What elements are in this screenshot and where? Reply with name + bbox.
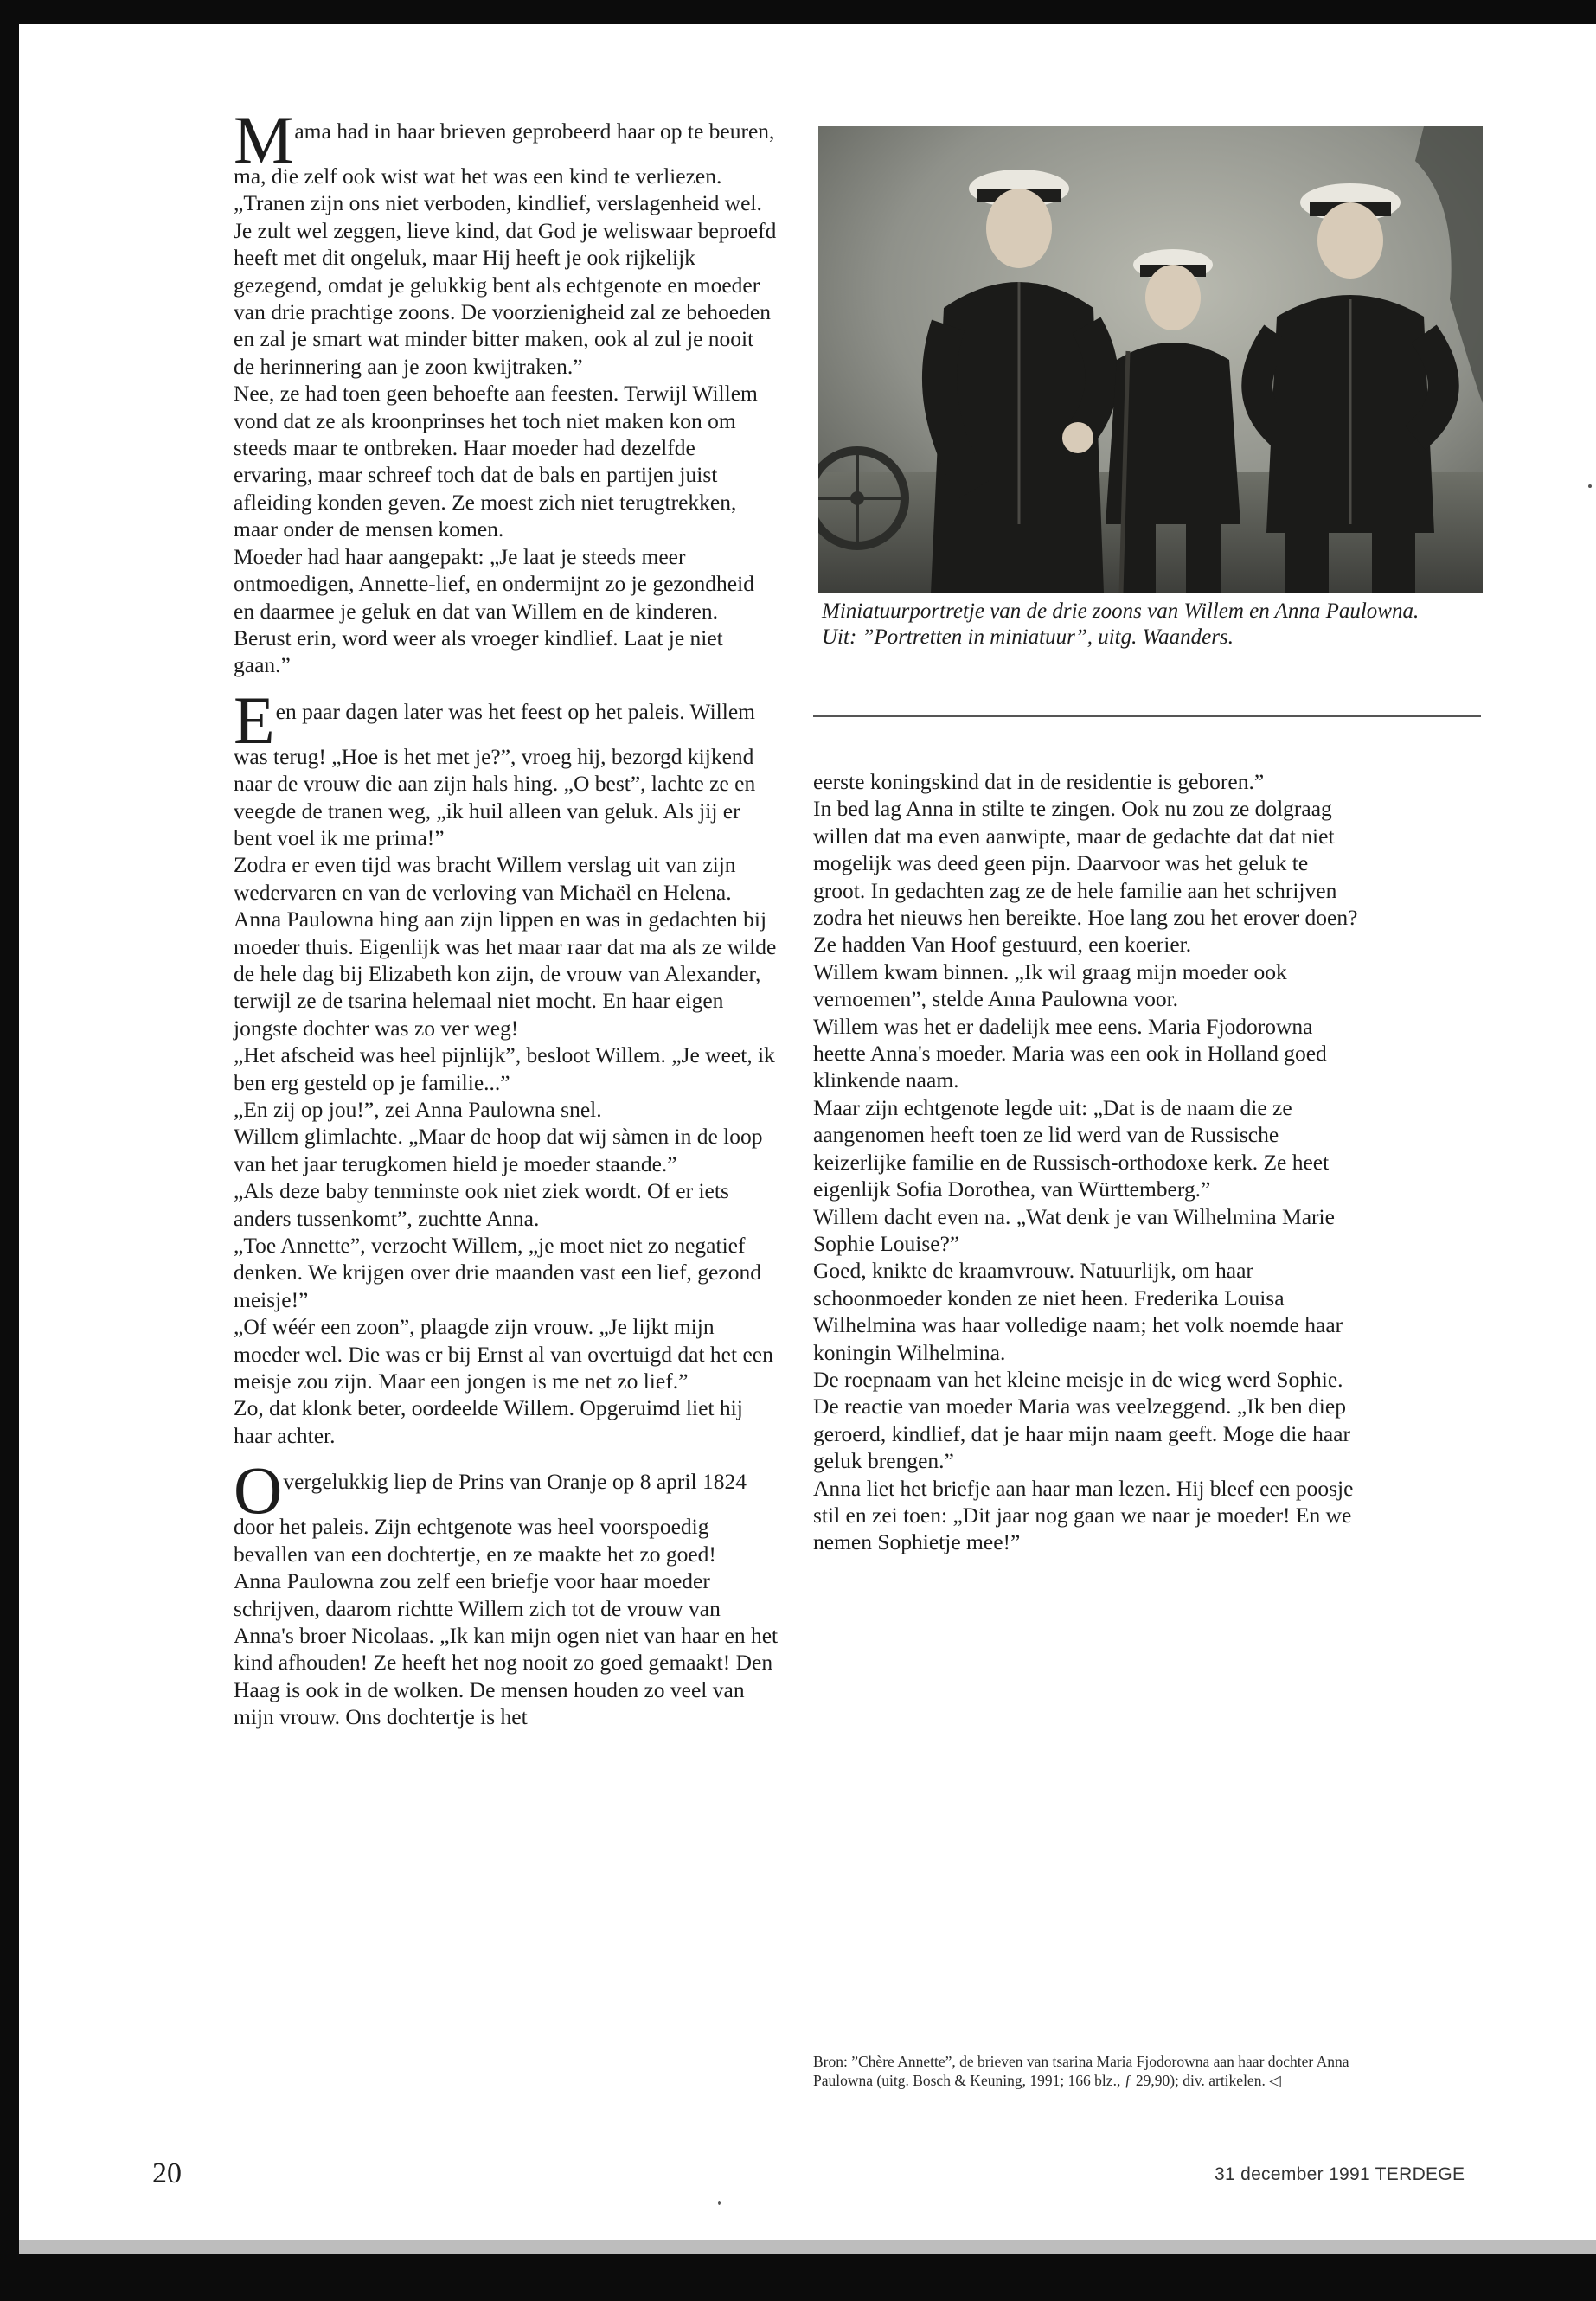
paragraph: Willem kwam binnen. „Ik wil graag mijn moeder ook vernoemen”, stelde Anna Paulowna voor.	[813, 958, 1287, 1012]
page-number: 20	[152, 2157, 182, 2189]
section-gap	[234, 1449, 779, 1468]
paragraph: Overgelukkig liep de Prins van Oranje op 8 april 1824 door het paleis. Zijn echtgenote was heel voorspoedig bevallen van een dochtertje, en ze maakte het zo goed!	[234, 1452, 747, 1567]
paragraph: „Het afscheid was heel pijnlijk”, besloot Willem. „Je weet, ik ben erg gesteld op je familie...”	[234, 1042, 775, 1095]
footer-issue-date: 31 december 1991 TERDEGE	[1215, 2164, 1465, 2184]
scan-speck	[1588, 484, 1592, 488]
drop-cap: M	[234, 102, 293, 177]
paragraph: „Tranen zijn ons niet verboden, kindlief, verslagenheid wel. Je zult wel zeggen, lieve kind, dat God je weliswaar beproefd heeft met dit ongeluk, maar Hij heeft je ook rijkelijk gezegend, omdat je gelukkig bent als echtgenote en moeder van drie prachtige zoons. De voorzienigheid zal ze behoeden en zal je smart wat minder bitter maken, ook al zul je nooit de herinnering aan je zoon kwijtraken.”	[234, 190, 777, 379]
paragraph: De roepnaam van het kleine meisje in de wieg werd Sophie. De reactie van moeder Maria was veelzeggend. „Ik ben diep geroerd, kindlief, dat je haar mijn naam geeft. Moge die haar geluk brengen.”	[813, 1366, 1350, 1474]
paragraph: Mama had in haar brieven geprobeerd haar op te beuren, ma, die zelf ook wist wat het was een kind te verliezen.	[234, 102, 775, 189]
paragraph: Moeder had haar aangepakt: „Je laat je steeds meer ontmoedigen, Annette-lief, en ondermijnt zo je gezondheid en daarmee je geluk en dat van Willem en de kinderen. Berust erin, word weer als vroeger kindlief. Laat je niet gaan.”	[234, 543, 754, 678]
scan-border-left	[0, 0, 19, 2301]
caption-divider	[813, 715, 1481, 717]
paragraph: eerste koningskind dat in de residentie is geboren.”	[813, 769, 1265, 794]
miniature-portrait-photo	[818, 126, 1483, 593]
paragraph: „Of wéér een zoon”, plaagde zijn vrouw. „Je lijkt mijn moeder wel. Die was er bij Ernst al van overtuigd dat het een meisje zou zijn. Maar een jongen is me net zo lief.”	[234, 1314, 773, 1394]
left-column	[234, 102, 779, 1731]
scan-speck	[718, 2201, 721, 2205]
paragraph: „Toe Annette”, verzocht Willem, „je moet niet zo negatief denken. We krijgen over drie maanden vast een lief, gezond meisje!”	[234, 1233, 761, 1312]
paragraph: Willem dacht even na. „Wat denk je van Wilhelmina Marie Sophie Louise?”	[813, 1203, 1335, 1256]
scan-border-bottom	[0, 2254, 1596, 2301]
paragraph: „En zij op jou!”, zei Anna Paulowna snel.	[234, 1097, 602, 1122]
paragraph: „Als deze baby tenminste ook niet ziek wordt. Of er iets anders tussenkomt”, zuchtte Anna.	[234, 1178, 729, 1231]
paragraph: Goed, knikte de kraamvrouw. Natuurlijk, om haar schoonmoeder konden ze niet heen. Frederika Louisa Wilhelmina was haar volledige naam; het volk noemde haar koningin Wilhelmina.	[813, 1258, 1343, 1365]
photo-caption: Miniatuurportretje van de drie zoons van Willem en Anna Paulowna. Uit: ”Portretten in miniatuur”, uitg. Waanders.	[822, 599, 1420, 649]
paragraph: Willem glimlachte. „Maar de hoop dat wij sàmen in de loop van het jaar terugkomen hield je moeder staande.”	[234, 1124, 763, 1176]
scan-border-top	[0, 0, 1596, 24]
paragraph: Maar zijn echtgenote legde uit: „Dat is de naam die ze aangenomen heeft toen ze lid werd van de Russische keizerlijke familie en de Russisch-orthodoxe kerk. Ze heet eigenlijk Sofia Dorothea, van Württemberg.”	[813, 1094, 1330, 1202]
source-note: Bron: ”Chère Annette”, de brieven van tsarina Maria Fjodorowna aan haar dochter Anna Paulowna (uitg. Bosch & Keuning, 1991; 166 blz., ƒ 29,90); div. artikelen. ◁	[813, 2053, 1349, 2089]
paragraph: Zo, dat klonk beter, oordeelde Willem. Opgeruimd liet hij haar achter.	[234, 1395, 743, 1448]
paragraph: In bed lag Anna in stilte te zingen. Ook nu zou ze dolgraag willen dat ma even aanwipte, maar de gedachte dat dat niet mogelijk was deed geen pijn. Daarvoor was het geluk te groot. In gedachten zag ze de hele familie aan het schrijven zodra het nieuws hen bereikte. Hoe lang zou het erover doen? Ze hadden Van Hoof gestuurd, een koerier.	[813, 796, 1358, 958]
scan-edge-shadow	[19, 2240, 1596, 2254]
drop-cap: E	[234, 682, 274, 758]
paragraph: Zodra er even tijd was bracht Willem verslag uit van zijn wedervaren en van de verloving van Michaël en Helena. Anna Paulowna hing aan zijn lippen en was in gedachten bij moeder thuis. Eigenlijk was het maar raar dat ma als ze wilde de hele dag bij Elizabeth kon zijn, de vrouw van Alexander, terwijl ze de tsarina helemaal niet mocht. En haar eigen jongste dochter was zo ver weg!	[234, 852, 777, 1041]
section-gap	[234, 679, 779, 698]
paragraph: Anna Paulowna zou zelf een briefje voor haar moeder schrijven, daarom richtte Willem zich tot de vrouw van Anna's broer Nicolaas. „Ik kan mijn ogen niet van haar en het kind afhouden! Ze heeft het nog nooit zo goed gemaakt! Den Haag is ook in de wolken. De mensen houden zo veel van mijn vrouw. Ons dochtertje is het	[234, 1568, 779, 1730]
paragraph: Nee, ze had toen geen behoefte aan feesten. Terwijl Willem vond dat ze als kroonprinses het toch niet maken kon om steeds maar te ontbreken. Haar moeder had dezelfde ervaring, maar schreef toch dat de bals en partijen juist afleiding konden geven. Ze moest zich niet terugtrekken, maar onder de mensen komen.	[234, 381, 758, 542]
paragraph: Willem was het er dadelijk mee eens. Maria Fjodorowna heette Anna's moeder. Maria was een ook in Holland goed klinkende naam.	[813, 1013, 1327, 1093]
paragraph: Een paar dagen later was het feest op het paleis. Willem was terug! „Hoe is het met je?”, vroeg hij, bezorgd kijkend naar de vrouw die aan zijn hals hing. „O best”, lachte ze en veegde de tranen weg, „ik huil alleen van geluk. Als jij er bent voel ik me prima!”	[234, 682, 756, 850]
drop-cap: O	[234, 1452, 282, 1529]
right-column	[813, 768, 1358, 1556]
paragraph: Anna liet het briefje aan haar man lezen. Hij bleef een poosje stil en zei toen: „Dit jaar nog gaan we naar je moeder! En we nemen Sophietje mee!”	[813, 1475, 1354, 1555]
